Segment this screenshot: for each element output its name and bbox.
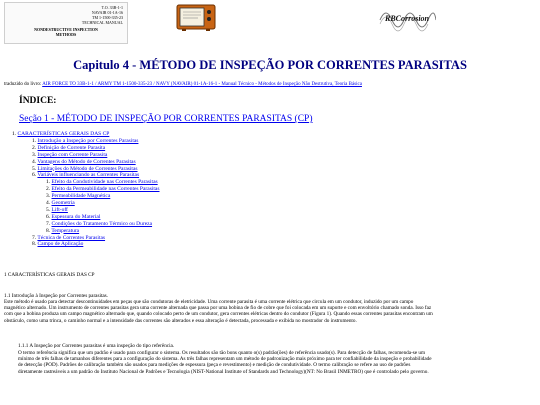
toc-item-number: 7. bbox=[32, 234, 38, 241]
toc-item bbox=[46, 193, 110, 200]
toc-item-link[interactable]: Introdução a Inspeção por Correntes Parasitas bbox=[37, 137, 139, 144]
toc-item bbox=[12, 131, 109, 138]
toc-item-number: 6. bbox=[46, 213, 52, 220]
toc-item-link[interactable]: Permeabilidade Magnética bbox=[51, 193, 111, 200]
toc-item-number: 5. bbox=[32, 165, 38, 172]
subsubsection-heading: 1.1.1 A Inspeção por Correntes parasitas é uma inspeção do tipo referência. bbox=[18, 343, 175, 349]
logo-text: RBCorrosion bbox=[384, 14, 430, 23]
toc-item bbox=[32, 159, 136, 166]
toc-item bbox=[46, 214, 100, 221]
toc-item-number: 5. bbox=[46, 206, 52, 213]
toc-item bbox=[32, 145, 105, 152]
toc-item-link[interactable]: Definição de Corrente Parasita bbox=[37, 144, 106, 151]
toc-item-number: 6. bbox=[32, 172, 38, 179]
manual-cover-image bbox=[4, 2, 128, 44]
toc-item bbox=[32, 241, 83, 248]
section-heading: 1 CARACTERÍSTICAS GERAIS DAS CP bbox=[4, 272, 95, 278]
toc-item-link[interactable]: Geometria bbox=[51, 200, 75, 206]
toc-item-number: 7. bbox=[46, 220, 52, 227]
toc-item-number: 4. bbox=[46, 200, 52, 206]
toc-item-number: 2. bbox=[32, 144, 38, 151]
toc-item-link[interactable]: Condições do Tratamento Térmico ou Dureza bbox=[51, 220, 153, 227]
paragraph-intro: Este método é usado para detectar descontinuidades em peças que são condutoras de eletricidade. Uma corrente parasita é uma corrente elétrica que circula em um condutor, induzido por um campo magnético alternado. Um instrumento de correntes parasitas gera uma corrente alternada que passa por uma bobina de fio de cobre que foi colocada em um suporte e com envoltório chamado sonda. Isso faz com que a bobina produza um campo magnético alternado que, quando colocado perto de um condutor, gera correntes elétricas dentro do condutor (Figura 1). Quando essas correntes parasitas encontram um obstáculo, como uma trinca, o caminho normal e a intensidade das correntes são alterados e essa alteração é detectada, processada e exibida no mostrador do instrumento. bbox=[4, 299, 433, 324]
toc-item-number: 2. bbox=[46, 186, 52, 193]
toc-item bbox=[46, 207, 68, 214]
toc-item-number: 8. bbox=[46, 227, 52, 234]
toc-item-link[interactable]: Vantagens do Método de Correntes Parasitas bbox=[37, 158, 136, 165]
rbcorrosion-logo bbox=[378, 4, 436, 36]
page-header bbox=[0, 0, 540, 48]
toc-item-number: 4. bbox=[32, 158, 38, 165]
tv-icon bbox=[176, 3, 216, 31]
toc-item-link[interactable]: CARACTERÍSTICAS GERAIS DAS CP bbox=[17, 131, 110, 137]
toc-item bbox=[32, 138, 138, 145]
toc-item bbox=[46, 228, 79, 235]
translation-prefix: traduzido do livro: bbox=[4, 82, 43, 87]
toc-item bbox=[32, 152, 107, 159]
toc-item-number: 8. bbox=[32, 241, 38, 248]
subsection-heading: 1.1 Introdução à Inspeção por Correntes parasitas. bbox=[4, 293, 109, 299]
toc-item bbox=[32, 235, 105, 242]
toc-item-number: 3. bbox=[32, 151, 38, 158]
toc-item bbox=[46, 221, 152, 228]
toc-item-link[interactable]: Efeito da Condutividade nas Correntes Parasitas bbox=[51, 179, 158, 186]
toc-item-link[interactable]: Inspeção com Corrente Parasita bbox=[37, 151, 108, 158]
toc-item-link[interactable]: Efeito da Permeabilidade nas Correntes Parasitas bbox=[51, 186, 160, 193]
section-1-link[interactable]: Seção 1 - MÉTODO DE INSPEÇÃO POR CORRENTES PARASITAS (CP) bbox=[19, 114, 313, 124]
toc-item-number: 1. bbox=[46, 179, 52, 186]
toc-item-link[interactable]: Variáveis influenciando as Correntes Parasitas bbox=[37, 172, 140, 179]
toc-item-link[interactable]: Lift-off bbox=[51, 206, 68, 213]
toc-item-number: 1. bbox=[12, 131, 18, 137]
index-heading: ÍNDICE: bbox=[19, 96, 57, 106]
source-book-link[interactable]: AIR FORCE TO 33B-1-1 / ARMY TM 1-1500-335-23 / NAVY (NAVAIR) 01-1A-16-1 - Manual Técnico - Métodos de Inspeção Não Destrutiva, Teoria Básica bbox=[42, 82, 362, 87]
toc-item-link[interactable]: Campo de Aplicação bbox=[37, 241, 84, 248]
toc-item-link[interactable]: Temperatura bbox=[51, 227, 80, 234]
paragraph-reference: O termo referência significa que um padrão é usado para configurar o sistema. Os resultados são tão bons quanto o(s) padrão(ões) de referência usado(s). Para detecção de falhas, recomenda-se um mínimo de três falhas de tamanhos diferentes para a configuração do sistema. As três falhas representam um método de padronização mais próximo para ter confiabilidade da inspeção e probabilidade de detecção (POD). Padrões de calibração também são usados para medições de espessura (peça e revestimento) e medição de condutividade. O termo calibração se refere ao uso de padrões diretamente rastreáveis a um padrão do Instituto Nacional de Padrões e Tecnologia (NIST-National Institute of Standards and Technology)(NT: No Brasil INMETRO) que é controlado pelo governo. bbox=[18, 350, 432, 375]
page-title: Capitulo 4 - MÉTODO DE INSPEÇÃO POR CORRENTES PARASITAS bbox=[73, 58, 467, 72]
translation-note bbox=[4, 82, 362, 87]
toc-item-link[interactable]: Limitações do Método de Correntes Parasitas bbox=[37, 165, 138, 172]
toc-item-number: 1. bbox=[32, 137, 38, 144]
toc-item-number: 3. bbox=[46, 193, 52, 200]
toc-item bbox=[46, 200, 75, 207]
manual-code: T.O. 33B-1-1 NAVAIR 01-1A-16 TM 1-1500-335-23 TECHNICAL MANUAL bbox=[81, 5, 123, 25]
toc-item-link[interactable]: Técnica de Correntes Parasitas bbox=[37, 234, 106, 241]
toc-item bbox=[46, 186, 159, 193]
manual-title: NONDESTRUCTIVE INSPECTION METHODS bbox=[34, 27, 98, 37]
toc-item-link[interactable]: Espessura do Material bbox=[51, 213, 101, 220]
